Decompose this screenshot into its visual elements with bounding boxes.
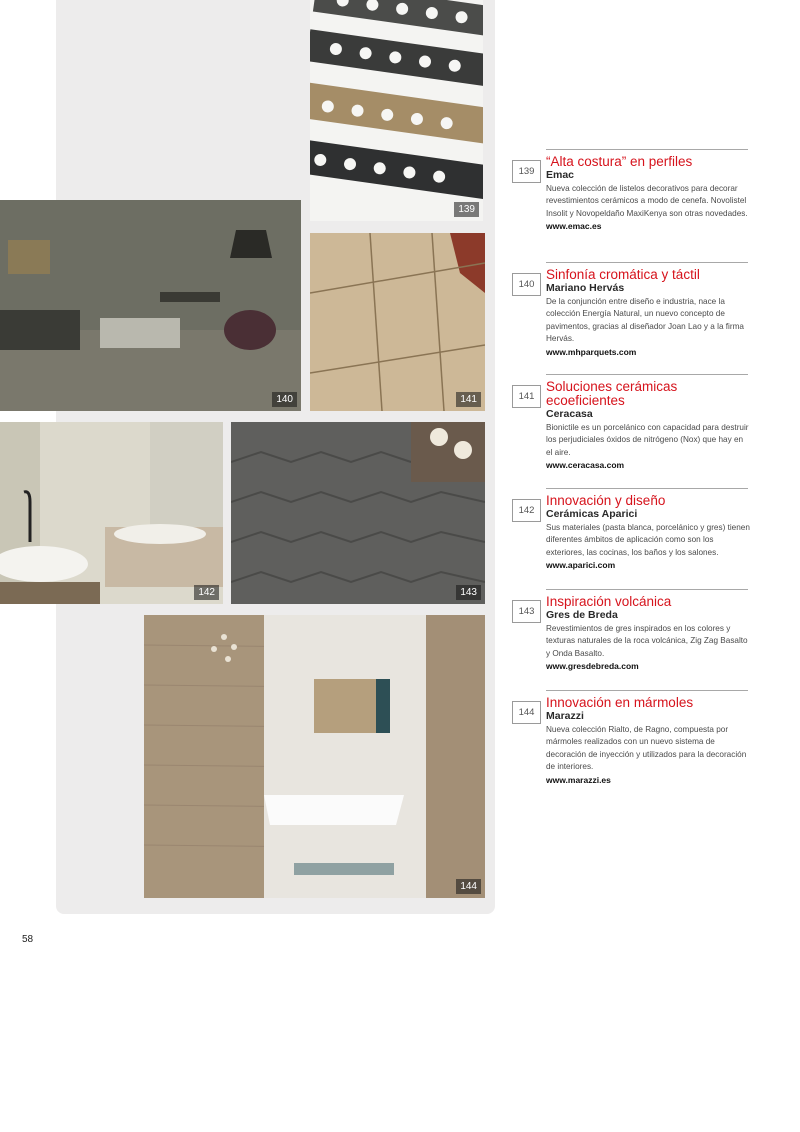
entry-company: Marazzi: [546, 710, 584, 722]
entry-title: Soluciones cerámicas ecoeficientes: [546, 379, 678, 408]
entry-number: 143: [512, 600, 541, 623]
photo-number: 141: [456, 392, 481, 407]
entry-url[interactable]: www.mhparquets.com: [546, 346, 637, 357]
entry-divider: [546, 262, 748, 263]
entry-company: Mariano Hervás: [546, 282, 625, 294]
entry-number: 141: [512, 385, 541, 408]
photo-142: [0, 422, 223, 604]
entry-url[interactable]: www.ceracasa.com: [546, 460, 625, 471]
entry-title: Innovación y diseño: [546, 493, 666, 508]
photo-number: 144: [456, 879, 481, 894]
entry-company: Cerámicas Aparici: [546, 508, 638, 520]
entry-url[interactable]: www.emac.es: [546, 221, 602, 232]
volcanic-tiles-image: [231, 422, 485, 604]
entry-number: 142: [512, 499, 541, 522]
entry-title: Innovación en mármoles: [546, 695, 694, 710]
entry-divider: [546, 589, 748, 590]
photo-144: [144, 615, 485, 898]
entry-description: Nueva colección de listelos decorativos para decorar revestimientos cerámicos a modo de cenefa. Novolistel Insolit y Novopeldaño MaxiKenya son otras novedades.: [546, 184, 748, 218]
entry-title: Sinfonía cromática y táctil: [546, 267, 700, 282]
entry-divider: [546, 149, 748, 150]
photo-number: 139: [454, 202, 479, 217]
entry-description: Revestimientos de gres inspirados en los colores y texturas naturales de la roca volcánica, Zig Zag Basalto y Onda Basalto.: [546, 624, 748, 658]
entry-divider: [546, 374, 748, 375]
marble-bathroom-image: [144, 615, 485, 898]
living-room-image: [0, 200, 301, 411]
entry-divider: [546, 488, 748, 489]
entry-url[interactable]: www.marazzi.es: [546, 774, 611, 785]
page-number: 58: [22, 934, 34, 945]
entry-number: 139: [512, 160, 541, 183]
entry-url[interactable]: www.aparici.com: [546, 560, 616, 571]
profiles-image: [310, 0, 483, 221]
entry-description: Bionictile es un porcelánico con capacidad para destruir los perjudiciales óxidos de nitrógeno (Nox) que hay en el aire.: [546, 423, 749, 457]
entry-number: 144: [512, 701, 541, 724]
wall-tiles-image: [310, 233, 485, 411]
entry-description: De la conjunción entre diseño e industria, nace la colección Energía Natural, un nuevo concepto de pavimentos, gracias al diseñador Joan Lao y a la firma Hervás.: [546, 297, 744, 344]
entry-company: Ceracasa: [546, 408, 593, 420]
photo-143: [231, 422, 485, 604]
photo-number: 142: [194, 585, 219, 600]
photo-number: 140: [272, 392, 297, 407]
entry-description: Sus materiales (pasta blanca, porcelánico y gres) tienen diferentes ámbitos de aplicación como son los exteriores, las cocinas, los baños y los salones.: [546, 523, 750, 557]
entry-title: “Alta costura” en perfiles: [546, 154, 693, 169]
photo-140: [0, 200, 301, 411]
photo-number: 143: [456, 585, 481, 600]
entry-company: Gres de Breda: [546, 609, 618, 621]
entry-company: Emac: [546, 169, 575, 181]
entry-divider: [546, 690, 748, 691]
entry-description: Nueva colección Rialto, de Ragno, compuesta por mármoles realizados con un nuevo sistema de decoración de inyección y utilizados para la decoración de interiores.: [546, 725, 747, 772]
entry-url[interactable]: www.gresdebreda.com: [546, 661, 639, 672]
entry-number: 140: [512, 273, 541, 296]
bathroom-image: [0, 422, 223, 604]
photo-139: [310, 0, 483, 221]
photo-141: [310, 233, 485, 411]
entry-title: Inspiración volcánica: [546, 594, 672, 609]
